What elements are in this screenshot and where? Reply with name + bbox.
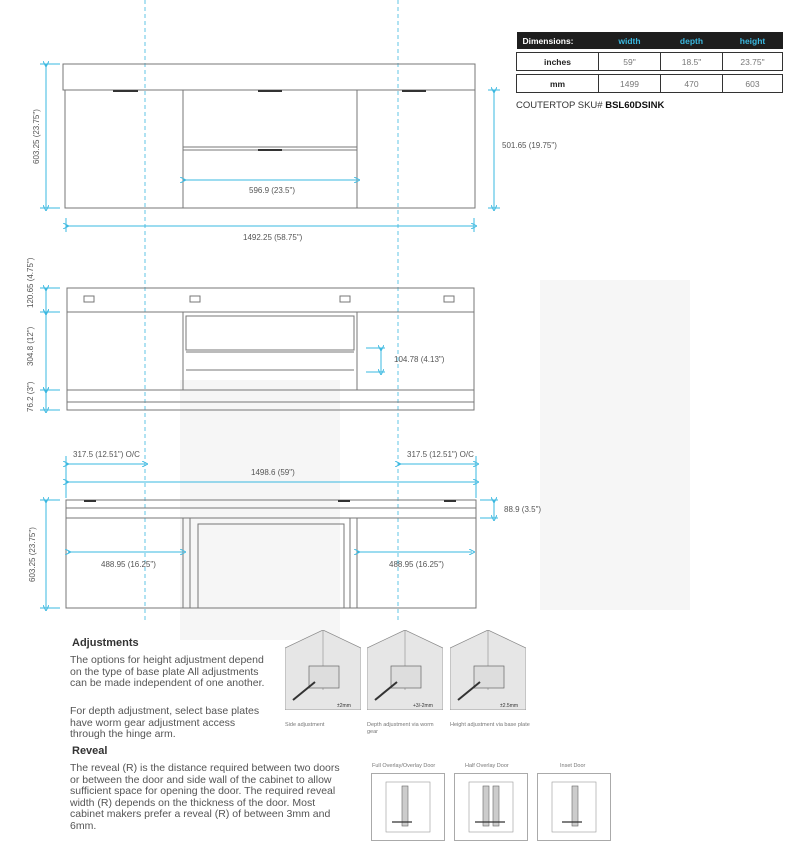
- door-type-label: Full Overlay/Overlay Door: [372, 763, 436, 769]
- open-total-width-label: 1498.6 (59"): [251, 468, 295, 477]
- hinge-height-adjustment-image: [450, 630, 526, 710]
- left-opening-label: 488.95 (16.25"): [101, 560, 156, 569]
- adjustments-para-2: For depth adjustment, select base plates have worm gear adjustment access through the hinge arm.: [70, 705, 260, 740]
- hinge-depth-adjustment-image: [367, 630, 443, 710]
- door-type-label: Half Overlay Door: [465, 763, 509, 769]
- section-view: [67, 288, 474, 410]
- top-offset-label: 88.9 (3.5"): [504, 505, 542, 514]
- hinge-tag: +3/-2mm: [413, 703, 433, 709]
- right-opening-label: 488.95 (16.25"): [389, 560, 444, 569]
- full-overlay-door-diagram: [371, 773, 445, 841]
- table-row: [517, 75, 783, 93]
- door-type-label: Inset Door: [560, 763, 586, 769]
- cell: 470: [661, 75, 723, 93]
- section-dimensions: [40, 288, 385, 410]
- cell: 18.5": [661, 53, 723, 71]
- adjustments-title: Adjustments: [72, 637, 139, 649]
- reveal-title: Reveal: [72, 745, 108, 757]
- adjustments-para-1: The options for height adjustment depend on the type of base plate All adjustments can be made independent of one another.: [70, 654, 265, 689]
- middle-band-label: 304.8 (12"): [26, 326, 35, 366]
- front-height-label: 603.25 (23.75"): [32, 109, 41, 164]
- hinge-caption: Height adjustment via base plate: [450, 722, 530, 728]
- right-oc-label: 317.5 (12.51") O/C: [407, 450, 474, 459]
- top-band-label: 120.65 (4.75"): [26, 257, 35, 308]
- sku-prefix: COUTERTOP SKU#: [516, 100, 603, 111]
- hinge-caption: Depth adjustment via worm gear: [367, 722, 434, 735]
- left-oc-label: 317.5 (12.51") O/C: [73, 450, 140, 459]
- table-col-height: height: [723, 32, 783, 49]
- hinge-caption: Side adjustment: [285, 722, 325, 728]
- cell: 23.75": [723, 53, 783, 71]
- cell: 1499: [599, 75, 661, 93]
- cell: 59": [599, 53, 661, 71]
- hinge-tag: ±2mm: [337, 703, 351, 709]
- countertop-sku: [516, 100, 664, 111]
- table-col-depth: depth: [661, 32, 723, 49]
- sku-value: BSL60DSINK: [605, 100, 665, 111]
- dimensions-table: [516, 32, 783, 93]
- cell: 603: [723, 75, 783, 93]
- drawer-width-label: 596.9 (23.5"): [249, 186, 295, 195]
- open-height-label: 603.25 (23.75"): [28, 527, 37, 582]
- table-header-label: Dimensions:: [517, 32, 599, 49]
- half-overlay-door-diagram: [454, 773, 528, 841]
- bottom-band-label: 76.2 (3"): [26, 381, 35, 412]
- row-label: inches: [517, 53, 599, 71]
- open-dimensions: [40, 456, 498, 608]
- front-height-right-label: 501.65 (19.75"): [502, 141, 557, 150]
- drawer-depth-label: 104.78 (4.13"): [394, 355, 445, 364]
- front-total-width-label: 1492.25 (58.75"): [243, 233, 303, 242]
- front-dimensions: [40, 64, 500, 232]
- hinge-tag: ±2.5mm: [500, 703, 519, 709]
- hinge-side-adjustment-image: [285, 630, 361, 710]
- table-col-width: width: [599, 32, 661, 49]
- inset-door-diagram: [537, 773, 611, 841]
- reveal-para: The reveal (R) is the distance required between two doors or between the door and side wall of the cabinet to allow sufficient space for opening the door. The required reveal width (R) depends on the thickness of the door. Most cabinet makers prefer a reveal (R) of between 3mm and 6mm.: [70, 762, 340, 832]
- row-label: mm: [517, 75, 599, 93]
- table-row: [517, 53, 783, 71]
- table-header-row: [517, 32, 783, 49]
- open-view: [66, 500, 476, 608]
